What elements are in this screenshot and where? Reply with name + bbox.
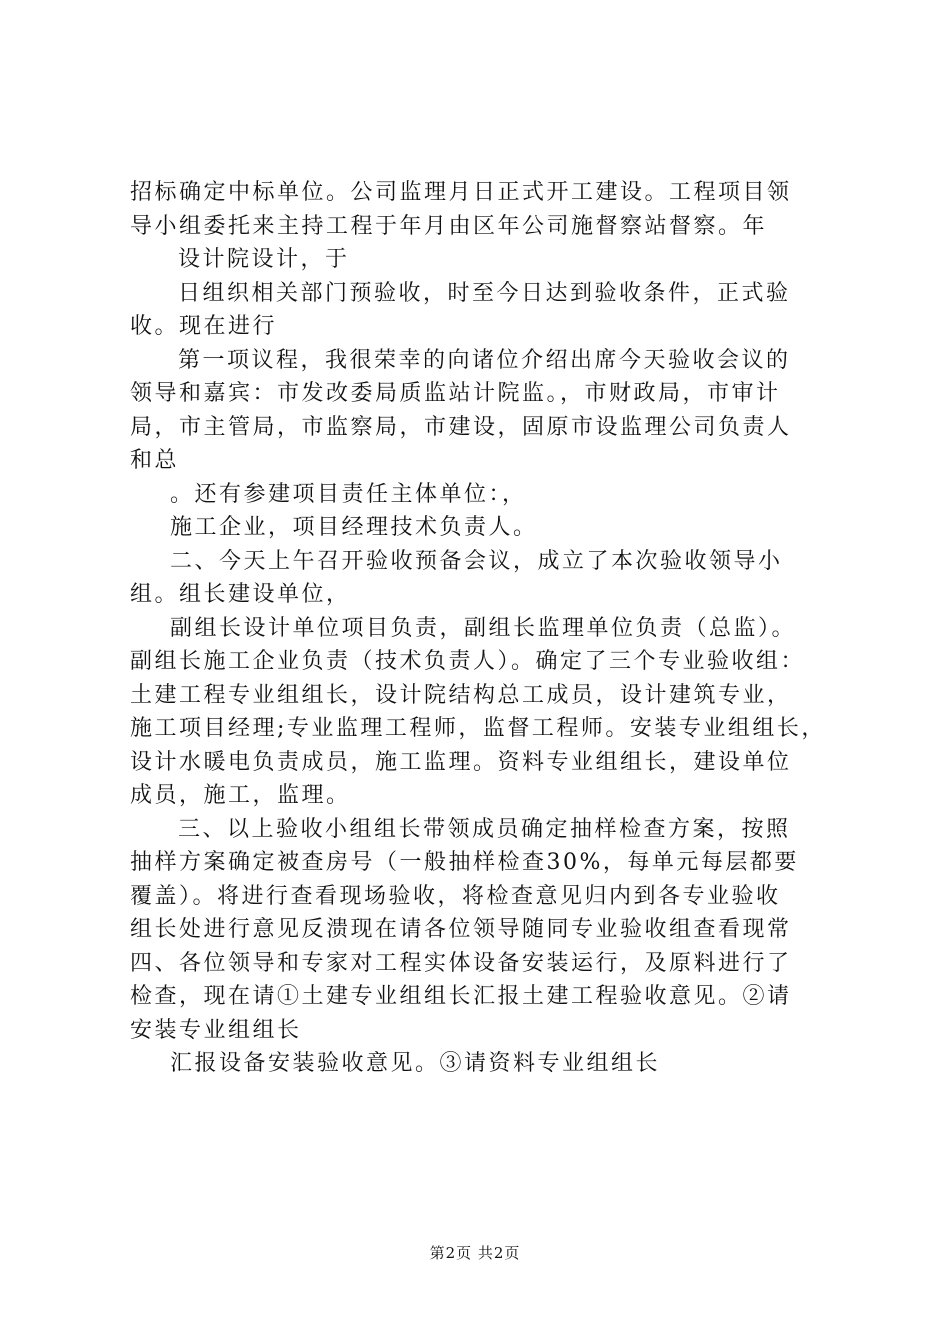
text-line: 收。现在进行 [130,314,278,339]
text-line: 二、今天上午召开验收预备会议，成立了本次验收领导小 [170,548,783,574]
text-line: 第一项议程，我很荣幸的向诸位介绍出席今天验收会议的 [178,347,791,373]
text-line: 四、各位领导和专家对工程实体设备安装运行，及原料进行了 [130,950,792,976]
text-line: 三、以上验收小组组长带领成员确定抽样检查方案，按照 [178,816,791,842]
text-line: 组。组长建设单位， [130,582,351,607]
text-line: 设计院设计，于 [178,247,350,272]
text-line: 和总 [130,448,180,473]
text-line: 局，市主管局，市监察局，市建设，固原市设监理公司负责人 [130,414,792,440]
text-line: 导小组委托来主持工程于年月由区年公司施督察站督察。年 [130,213,768,239]
text-line: 施工企业，项目经理技术负责人。 [170,515,538,540]
text-line: 副组长施工企业负责（技术负责人）。确定了三个专业验收组： [130,649,806,674]
text-line: 。还有参建项目责任主体单位：， [170,481,527,507]
text-line: 设计水暖电负责成员，施工监理。资料专业组组长，建设单位 [130,749,792,775]
page-number-footer: 第2页 共2页 [429,1244,521,1262]
text-line: 副组长设计单位项目负责，副组长监理单位负责（总监）。 [170,615,797,641]
text-line: 成员，施工，监理。 [130,783,351,808]
text-line: 土建工程专业组组长，设计院结构总工成员，设计建筑专业， [130,682,792,708]
text-line: 安装专业组组长 [130,1017,302,1043]
text-line: 施工项目经理;专业监理工程师，监督工程师。安装专业组组长， [130,716,826,741]
document-body [130,176,835,1081]
text-line: 检查，现在请①土建专业组组长汇报土建工程验收意见。②请 [130,984,792,1009]
text-line: 汇报设备安装验收意见。③请资料专业组组长 [170,1051,661,1076]
text-line: 领导和嘉宾：市发改委局质监站计院监。，市财政局，市审计 [130,381,781,406]
text-line: 招标确定中标单位。公司监理月日正式开工建设。工程项目领 [130,180,792,205]
text-line: 抽样方案确定被查房号（一般抽样检查30%，每单元每层都要 [130,850,799,875]
text-line: 日组织相关部门预验收，时至今日达到验收条件，正式验 [178,280,791,306]
text-line: 覆盖）。将进行查看现场验收，将检查意见归内到各专业验收 [130,883,781,909]
text-line: 组长处进行意见反溃现在请各位领导随同专业验收组查看现常 [130,917,792,942]
